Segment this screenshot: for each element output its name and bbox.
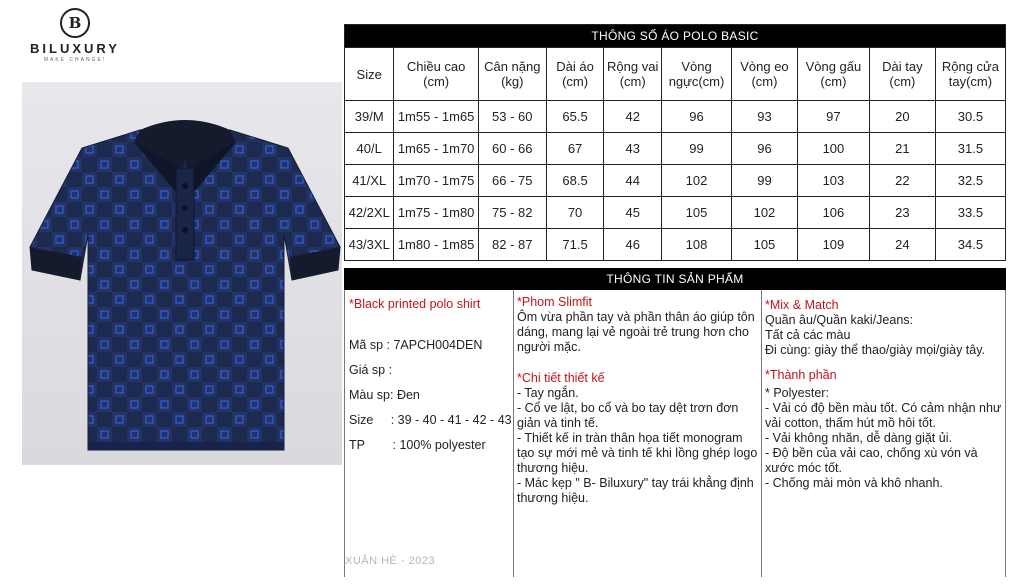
size-table-header	[478, 48, 546, 101]
size-table-cell: 30.5	[935, 101, 1005, 133]
brand-name: BILUXURY	[30, 41, 120, 56]
product-field	[349, 388, 513, 403]
size-table-cell: 99	[732, 165, 798, 197]
design-detail-item: - Tay ngắn.	[517, 386, 579, 400]
header-line: Dài tay	[882, 59, 923, 74]
size-table-cell: 103	[797, 165, 869, 197]
size-table-cell: 96	[662, 101, 732, 133]
material-item: - Độ bền của vải cao, chống xù vón và xước móc tốt.	[765, 446, 978, 475]
size-table-cell: 102	[732, 197, 798, 229]
material-item: - Vải không nhăn, dễ dàng giặt ủi.	[765, 431, 952, 445]
size-table-cell: 23	[869, 197, 935, 229]
size-table-cell: 39/M	[345, 101, 394, 133]
product-field-label: Mã sp	[349, 338, 384, 352]
size-table-header	[797, 48, 869, 101]
size-table-cell: 41/XL	[345, 165, 394, 197]
size-table-cell: 1m70 - 1m75	[394, 165, 478, 197]
size-table-cell: 22	[869, 165, 935, 197]
size-table-cell: 1m55 - 1m65	[394, 101, 478, 133]
design-detail-item: - Mác kẹp " B- Biluxury" tay trái khẳng định thương hiệu.	[517, 476, 754, 505]
size-table-cell: 24	[869, 229, 935, 261]
size-table-cell: 108	[662, 229, 732, 261]
brand-logo	[20, 8, 130, 63]
size-table-cell: 21	[869, 133, 935, 165]
size-table-cell: 71.5	[546, 229, 604, 261]
size-table-cell: 43	[604, 133, 662, 165]
size-table-header	[546, 48, 604, 101]
size-table-header	[935, 48, 1005, 101]
product-field-sep: :	[364, 438, 400, 452]
header-line: ngực(cm)	[668, 74, 725, 89]
product-field-sep: :	[383, 338, 394, 352]
size-table-cell: 102	[662, 165, 732, 197]
polo-shirt-icon	[22, 82, 342, 465]
header-line: Cân nặng	[484, 59, 541, 74]
product-field-label: Giá sp	[349, 363, 386, 377]
header-line: Dài áo	[556, 59, 594, 74]
size-table-header	[662, 48, 732, 101]
brand-tagline: MAKE CHANGE!	[43, 57, 107, 63]
size-table-row	[345, 165, 1006, 197]
product-field-label: Size	[349, 413, 374, 427]
size-table-cell: 20	[869, 101, 935, 133]
size-table-cell: 33.5	[935, 197, 1005, 229]
size-table-cell: 42/2XL	[345, 197, 394, 229]
size-table-row	[345, 197, 1006, 229]
header-line: Rộng vai	[607, 59, 659, 74]
size-table-cell: 93	[732, 101, 798, 133]
size-table-cell: 100	[797, 133, 869, 165]
fit-description: Ôm vừa phần tay và phần thân áo giúp tôn dáng, mang lại vẻ ngoài trẻ trung hơn cho người mặc.	[517, 310, 755, 354]
size-table-cell: 70	[546, 197, 604, 229]
material-item: - Vải có độ bền màu tốt. Có cảm nhận như vải cotton, thấm hút mồ hôi tốt.	[765, 401, 1002, 430]
product-field-sep: :	[373, 413, 398, 427]
mix-match-line: Tất cả các màu	[765, 328, 851, 342]
header-line: (cm)	[562, 74, 589, 89]
size-table-header	[345, 48, 394, 101]
product-name-heading: *Black printed polo shirt	[349, 297, 481, 311]
material-item: - Chống mài mòn và khô nhanh.	[765, 476, 943, 490]
size-table-cell: 45	[604, 197, 662, 229]
product-field-value: 100% polyester	[399, 438, 486, 452]
size-table-header	[394, 48, 478, 101]
product-basic-info	[344, 290, 514, 577]
size-table-row	[345, 229, 1006, 261]
header-line: Chiều cao	[406, 59, 466, 74]
size-table-cell: 105	[662, 197, 732, 229]
size-table-cell: 96	[732, 133, 798, 165]
product-photo	[22, 82, 342, 465]
size-table-cell: 34.5	[935, 229, 1005, 261]
size-table-cell: 105	[732, 229, 798, 261]
size-table-cell: 40/L	[345, 133, 394, 165]
size-table-cell: 68.5	[546, 165, 604, 197]
header-line: Rộng cửa	[941, 59, 999, 74]
product-design-info	[514, 290, 762, 577]
header-line: Vòng eo	[740, 59, 789, 74]
product-field	[349, 438, 513, 453]
size-table-row	[345, 101, 1006, 133]
size-table-cell: 66 - 75	[478, 165, 546, 197]
size-table-header	[604, 48, 662, 101]
size-table-cell: 109	[797, 229, 869, 261]
size-table-cell: 97	[797, 101, 869, 133]
product-field-value: 39 - 40 - 41 - 42 - 43	[397, 413, 512, 427]
header-line: (cm)	[619, 74, 646, 89]
size-chart-table	[344, 24, 1006, 261]
size-table-header	[732, 48, 798, 101]
header-line: (cm)	[751, 74, 778, 89]
size-table-cell: 82 - 87	[478, 229, 546, 261]
product-field	[349, 413, 513, 428]
size-table-cell: 106	[797, 197, 869, 229]
header-line: (cm)	[423, 74, 450, 89]
size-table-cell: 31.5	[935, 133, 1005, 165]
mix-match-heading: *Mix & Match	[765, 298, 839, 312]
product-field-sep: :	[390, 388, 397, 402]
header-line: Vòng	[681, 59, 712, 74]
design-detail-item: - Thiết kế in tràn thân họa tiết monogram tạo sự mới mẻ và tinh tế khi lồng ghép logo thương hiệu.	[517, 431, 758, 475]
size-table-cell: 67	[546, 133, 604, 165]
size-table-cell: 99	[662, 133, 732, 165]
product-field-value: 7APCH004DEN	[393, 338, 483, 352]
material-item: * Polyester:	[765, 386, 829, 400]
header-line: Vòng gấu	[805, 59, 862, 74]
size-table-cell: 32.5	[935, 165, 1005, 197]
size-table-cell: 53 - 60	[478, 101, 546, 133]
size-table-title: THÔNG SỐ ÁO POLO BASIC	[345, 25, 1006, 48]
header-line: (kg)	[501, 74, 524, 89]
size-table-cell: 43/3XL	[345, 229, 394, 261]
header-line: tay(cm)	[948, 74, 993, 89]
brand-mark-icon: B	[60, 8, 90, 38]
product-field-value: Đen	[396, 388, 420, 402]
size-table-header	[869, 48, 935, 101]
size-table-cell: 44	[604, 165, 662, 197]
product-material-info	[762, 290, 1006, 577]
header-line: (cm)	[820, 74, 847, 89]
product-field-label: Màu sp	[349, 388, 390, 402]
size-table-cell: 1m80 - 1m85	[394, 229, 478, 261]
design-details-heading: *Chi tiết thiết kế	[517, 371, 605, 385]
product-field	[349, 363, 513, 378]
size-table-cell: 46	[604, 229, 662, 261]
product-info-title: THÔNG TIN SẢN PHẨM	[344, 268, 1006, 290]
size-table-cell: 75 - 82	[478, 197, 546, 229]
mix-match-line: Đi cùng: giày thể thao/giày mọi/giày tây.	[765, 343, 986, 357]
size-table-cell: 1m75 - 1m80	[394, 197, 478, 229]
season-label: XUÂN HÈ - 2023	[345, 555, 436, 567]
header-line: Size	[356, 66, 382, 82]
product-field	[349, 338, 513, 353]
design-detail-item: - Cổ ve lật, bo cổ và bo tay dệt trơn đơn giản và tinh tế.	[517, 401, 739, 430]
size-table-cell: 65.5	[546, 101, 604, 133]
fit-heading: *Phom Slimfit	[517, 295, 593, 309]
size-table-cell: 42	[604, 101, 662, 133]
mix-match-line: Quần âu/Quần kaki/Jeans:	[765, 313, 914, 327]
material-heading: *Thành phần	[765, 368, 837, 382]
size-table-cell: 60 - 66	[478, 133, 546, 165]
size-table-row	[345, 133, 1006, 165]
header-line: (cm)	[889, 74, 916, 89]
size-table-cell: 1m65 - 1m70	[394, 133, 478, 165]
product-field-label: TP	[349, 438, 365, 452]
product-field-sep: :	[385, 363, 393, 377]
